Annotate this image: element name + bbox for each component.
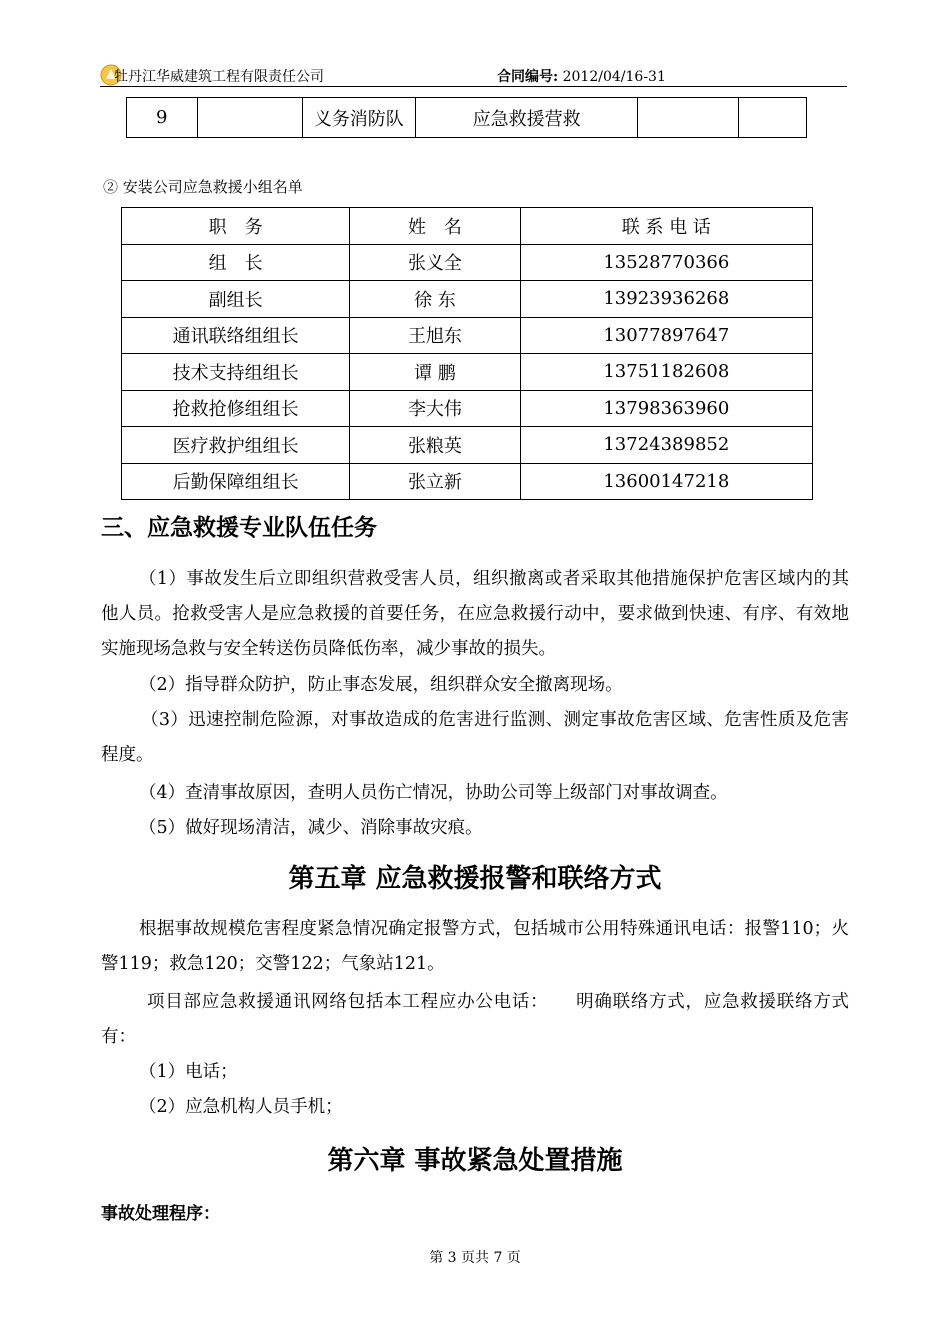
table-cell: 9 [127,98,198,138]
name-cell: 徐 东 [350,281,520,318]
position-cell: 后勤保障组组长 [122,463,350,500]
header-cell-phone: 联 系 电 话 [520,208,812,245]
table-cell: 义务消防队 [302,98,415,138]
paragraph: （2）指导群众防护，防止事态发展，组织群众安全撤离现场。 [139,675,623,695]
table-cell [638,98,738,138]
chapter-title: 第六章 事故紧急处置措施 [327,1146,623,1176]
paragraph: （3）迅速控制危险源，对事故造成的危害进行监测、测定事故危害区域、危害性质及危害程度。 [101,710,849,765]
page-number: 第 3 页共 7 页 [429,1250,521,1266]
subsection-heading: 事故处理程序： [101,1204,220,1224]
header-divider [100,86,847,87]
phone-cell: 13528770366 [520,244,812,281]
table-cell [197,98,302,138]
position-cell: 抢救抢修组组长 [122,390,350,427]
phone-cell: 13724389852 [520,427,812,464]
table-row [122,244,813,281]
phone-cell: 13600147218 [520,463,812,500]
name-cell: 王旭东 [350,317,520,354]
paragraph: （5）做好现场清洁，减少、消除事故灾痕。 [139,818,483,838]
position-cell: 医疗救护组组长 [122,427,350,464]
paragraph: （1）电话； [139,1062,238,1082]
phone-cell: 13923936268 [520,281,812,318]
header-cell-name: 姓 名 [350,208,520,245]
table-caption: ② 安装公司应急救援小组名单 [103,178,303,196]
phone-cell: 13798363960 [520,390,812,427]
table-row [122,354,813,391]
table-cell: 应急救援营救 [415,98,637,138]
position-cell: 通讯联络组组长 [122,317,350,354]
contract-value: 2012/04/16-31 [558,69,666,85]
paragraph: （4）查清事故原因，查明人员伤亡情况，协助公司等上级部门对事故调查。 [139,783,728,803]
header-cell-position: 职 务 [122,208,350,245]
position-cell: 组 长 [122,244,350,281]
phone-cell: 13077897647 [520,317,812,354]
chapter-title: 第五章 应急救援报警和联络方式 [288,864,662,894]
section-heading: 三、应急救援专业队伍任务 [101,514,377,541]
position-cell: 副组长 [122,281,350,318]
table-row [122,317,813,354]
company-name: 牡丹江华威建筑工程有限责任公司 [114,69,324,85]
name-cell: 张粮英 [350,427,520,464]
table-cell [738,98,807,138]
name-cell: 李大伟 [350,390,520,427]
position-cell: 技术支持组组长 [122,354,350,391]
name-cell: 张义全 [350,244,520,281]
name-cell: 谭 鹏 [350,354,520,391]
paragraph: （1）事故发生后立即组织营救受害人员，组织撤离或者采取其他措施保护危害区域内的其他人员。抢救受害人是应急救援的首要任务，在应急救援行动中，要求做到快速、有序、有效地实施现场急救与安全转送伤员降低伤率，减少事故的损失。 [101,569,849,659]
phone-cell: 13751182608 [520,354,812,391]
paragraph: （2）应急机构人员手机； [139,1097,343,1117]
table-row [122,427,813,464]
table-header-row [122,208,813,245]
name-cell: 张立新 [350,463,520,500]
table-row [122,390,813,427]
contract-label: 合同编号: [497,69,559,85]
rescue-team-table [126,97,807,138]
table-row [127,98,807,138]
paragraph: 根据事故规模危害程度紧急情况确定报警方式，包括城市公用特殊通讯电话：报警110；火警119；救急120；交警122；气象站121。 [101,919,849,974]
table-row [122,463,813,500]
paragraph: 项目部应急救援通讯网络包括本工程应办公电话： 明确联络方式，应急救援联络方式有： [101,992,849,1047]
table-row [122,281,813,318]
contract-number [497,66,666,86]
emergency-group-table [121,207,813,500]
